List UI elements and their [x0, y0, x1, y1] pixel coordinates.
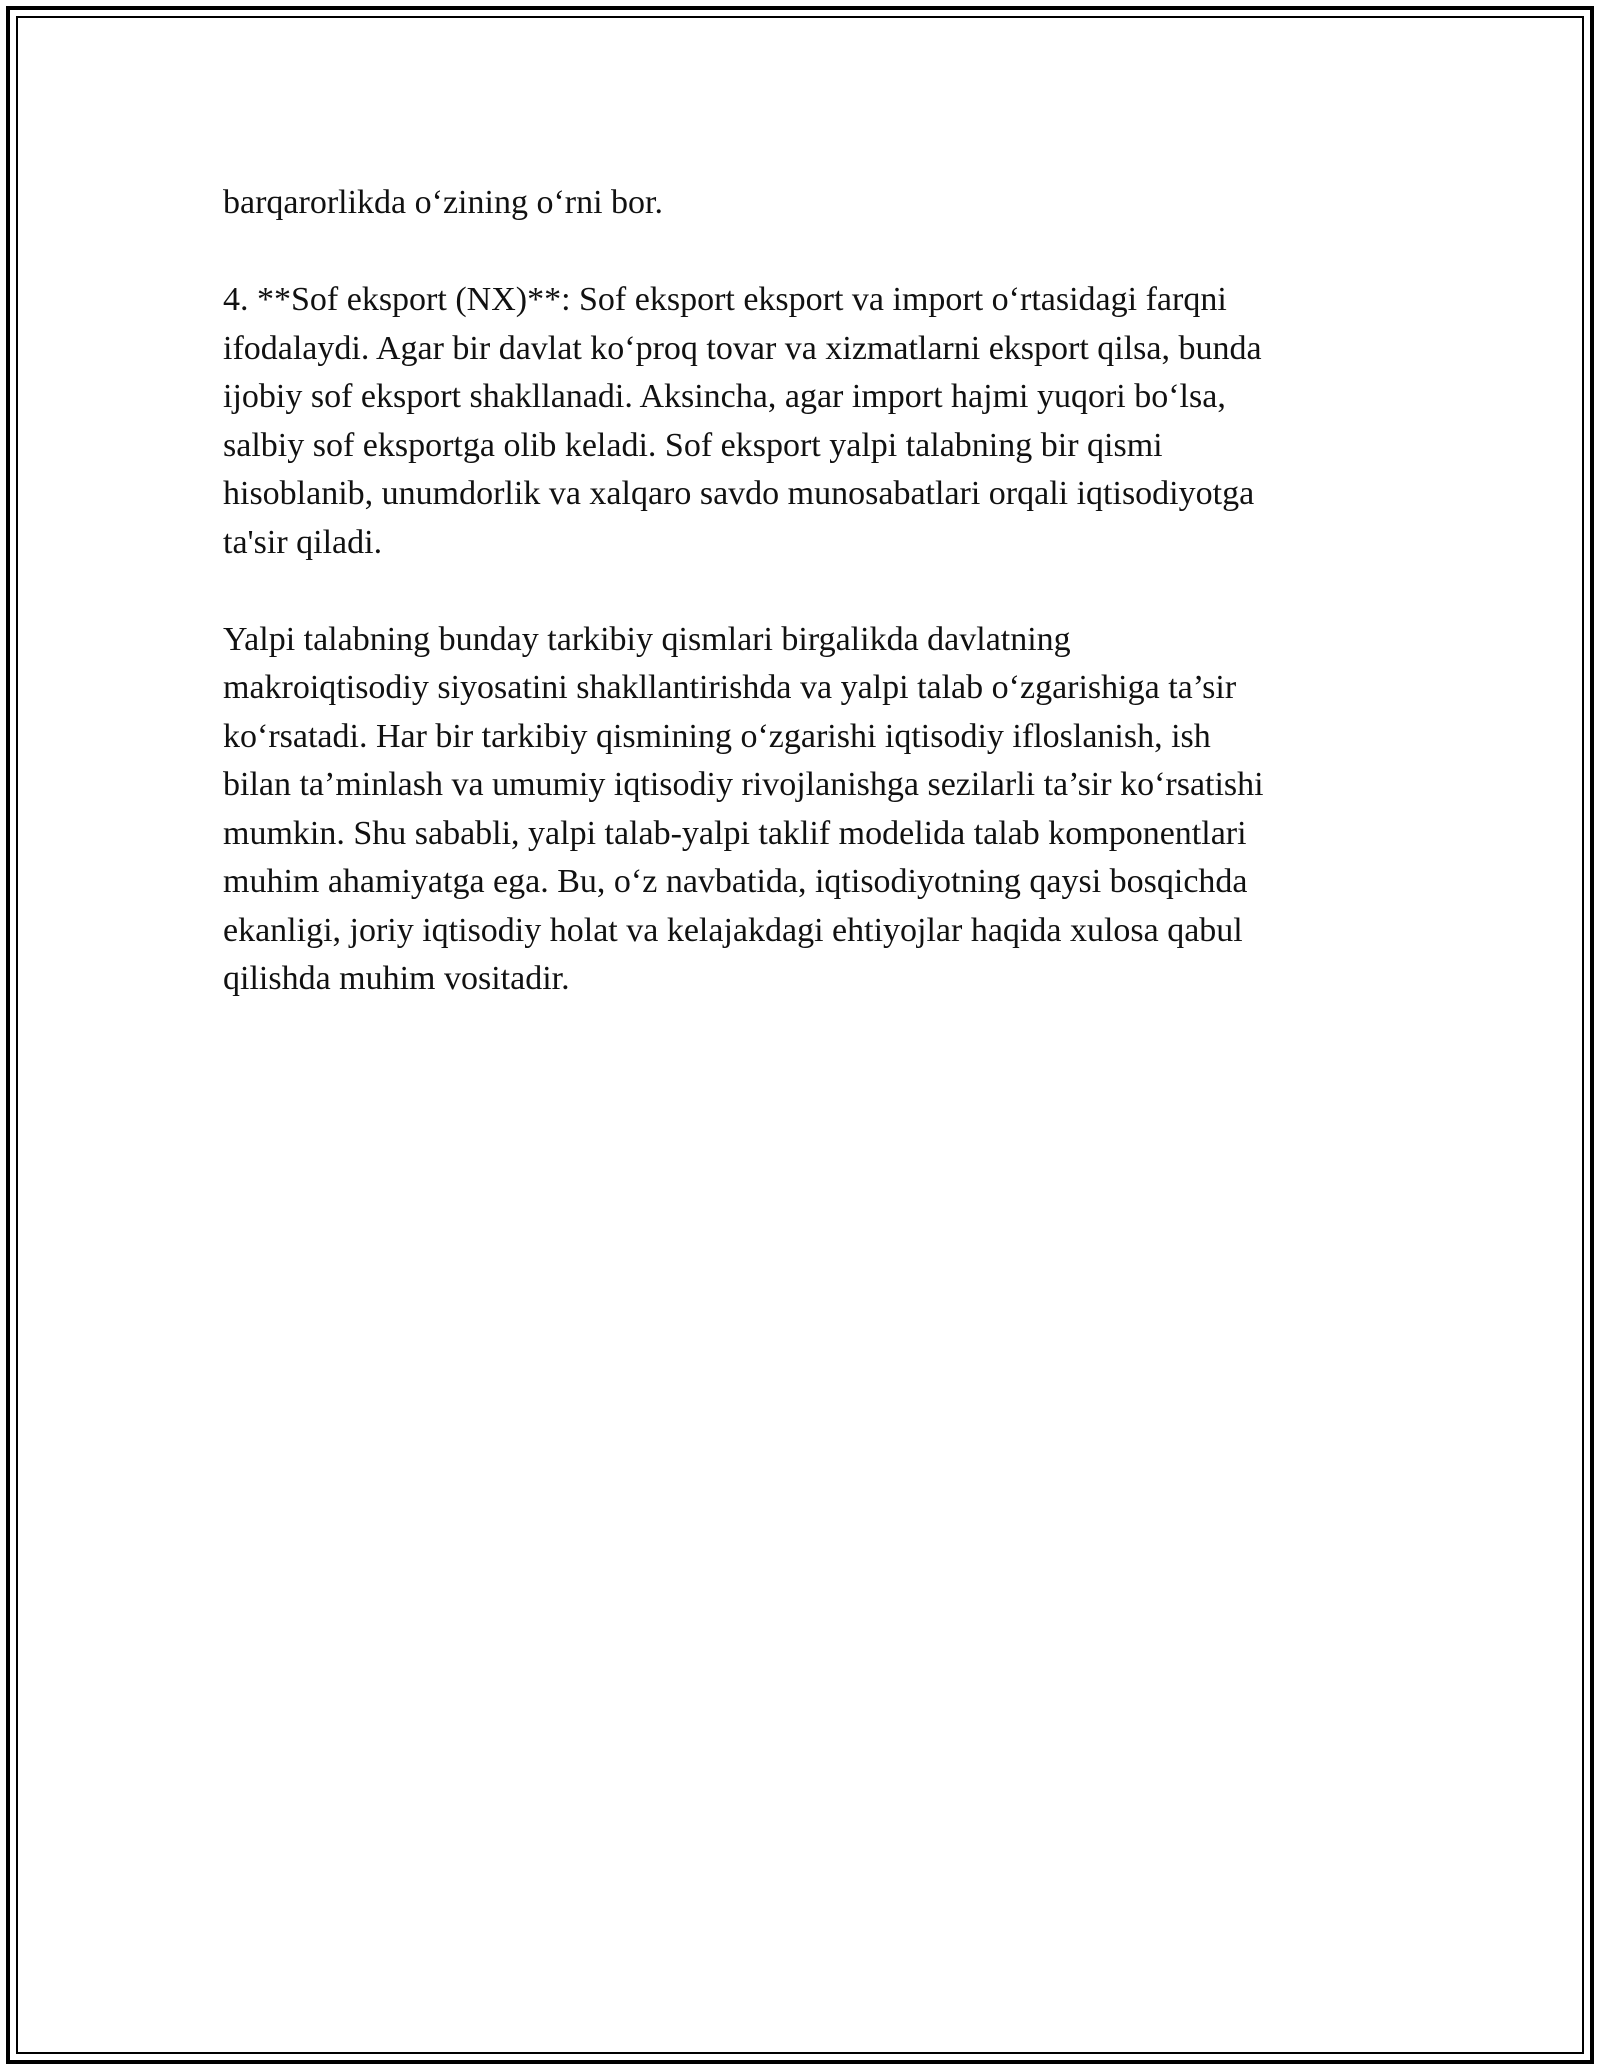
- paragraph-net-exports: 4. **Sof eksport (NX)**: Sof eksport eksport va import o‘rtasidagi farqni ifodalaydi. Agar bir davlat ko‘proq tovar va xizmatlarni eksport qilsa, bunda ijobiy sof eksport shakllanadi. Aksincha, agar import hajmi yuqori bo‘lsa, salbiy sof eksportga olib keladi. Sof eksport yalpi talabning bir qismi hisoblanib, unumdorlik va xalqaro savdo munosabatlari orqali iqtisodiyotga ta'sir qiladi.: [223, 281, 1262, 561]
- paragraph-continuation: barqarorlikda o‘zining o‘rni bor.: [223, 184, 663, 221]
- paragraph-conclusion: Yalpi talabning bunday tarkibiy qismlari birgalikda davlatning makroiqtisodiy siyosatini shakllantirishda va yalpi talab o‘zgarishiga ta’sir ko‘rsatadi. Har bir tarkibiy qismining o‘zgarishi iqtisodiy ifloslanish, ish bilan ta’minlash va umumiy iqtisodiy rivojlanishga sezilarli ta’sir ko‘rsatishi mumkin. Shu sababli, yalpi talab-yalpi taklif modelida talab komponentlari muhim ahamiyatga ega. Bu, o‘z navbatida, iqtisodiyotning qaysi bosqichda ekanligi, joriy iqtisodiy holat va kelajakdagi ehtiyojlar haqida xulosa qabul qilishda muhim vositadir.: [223, 620, 1264, 997]
- document-body: [223, 179, 1393, 1004]
